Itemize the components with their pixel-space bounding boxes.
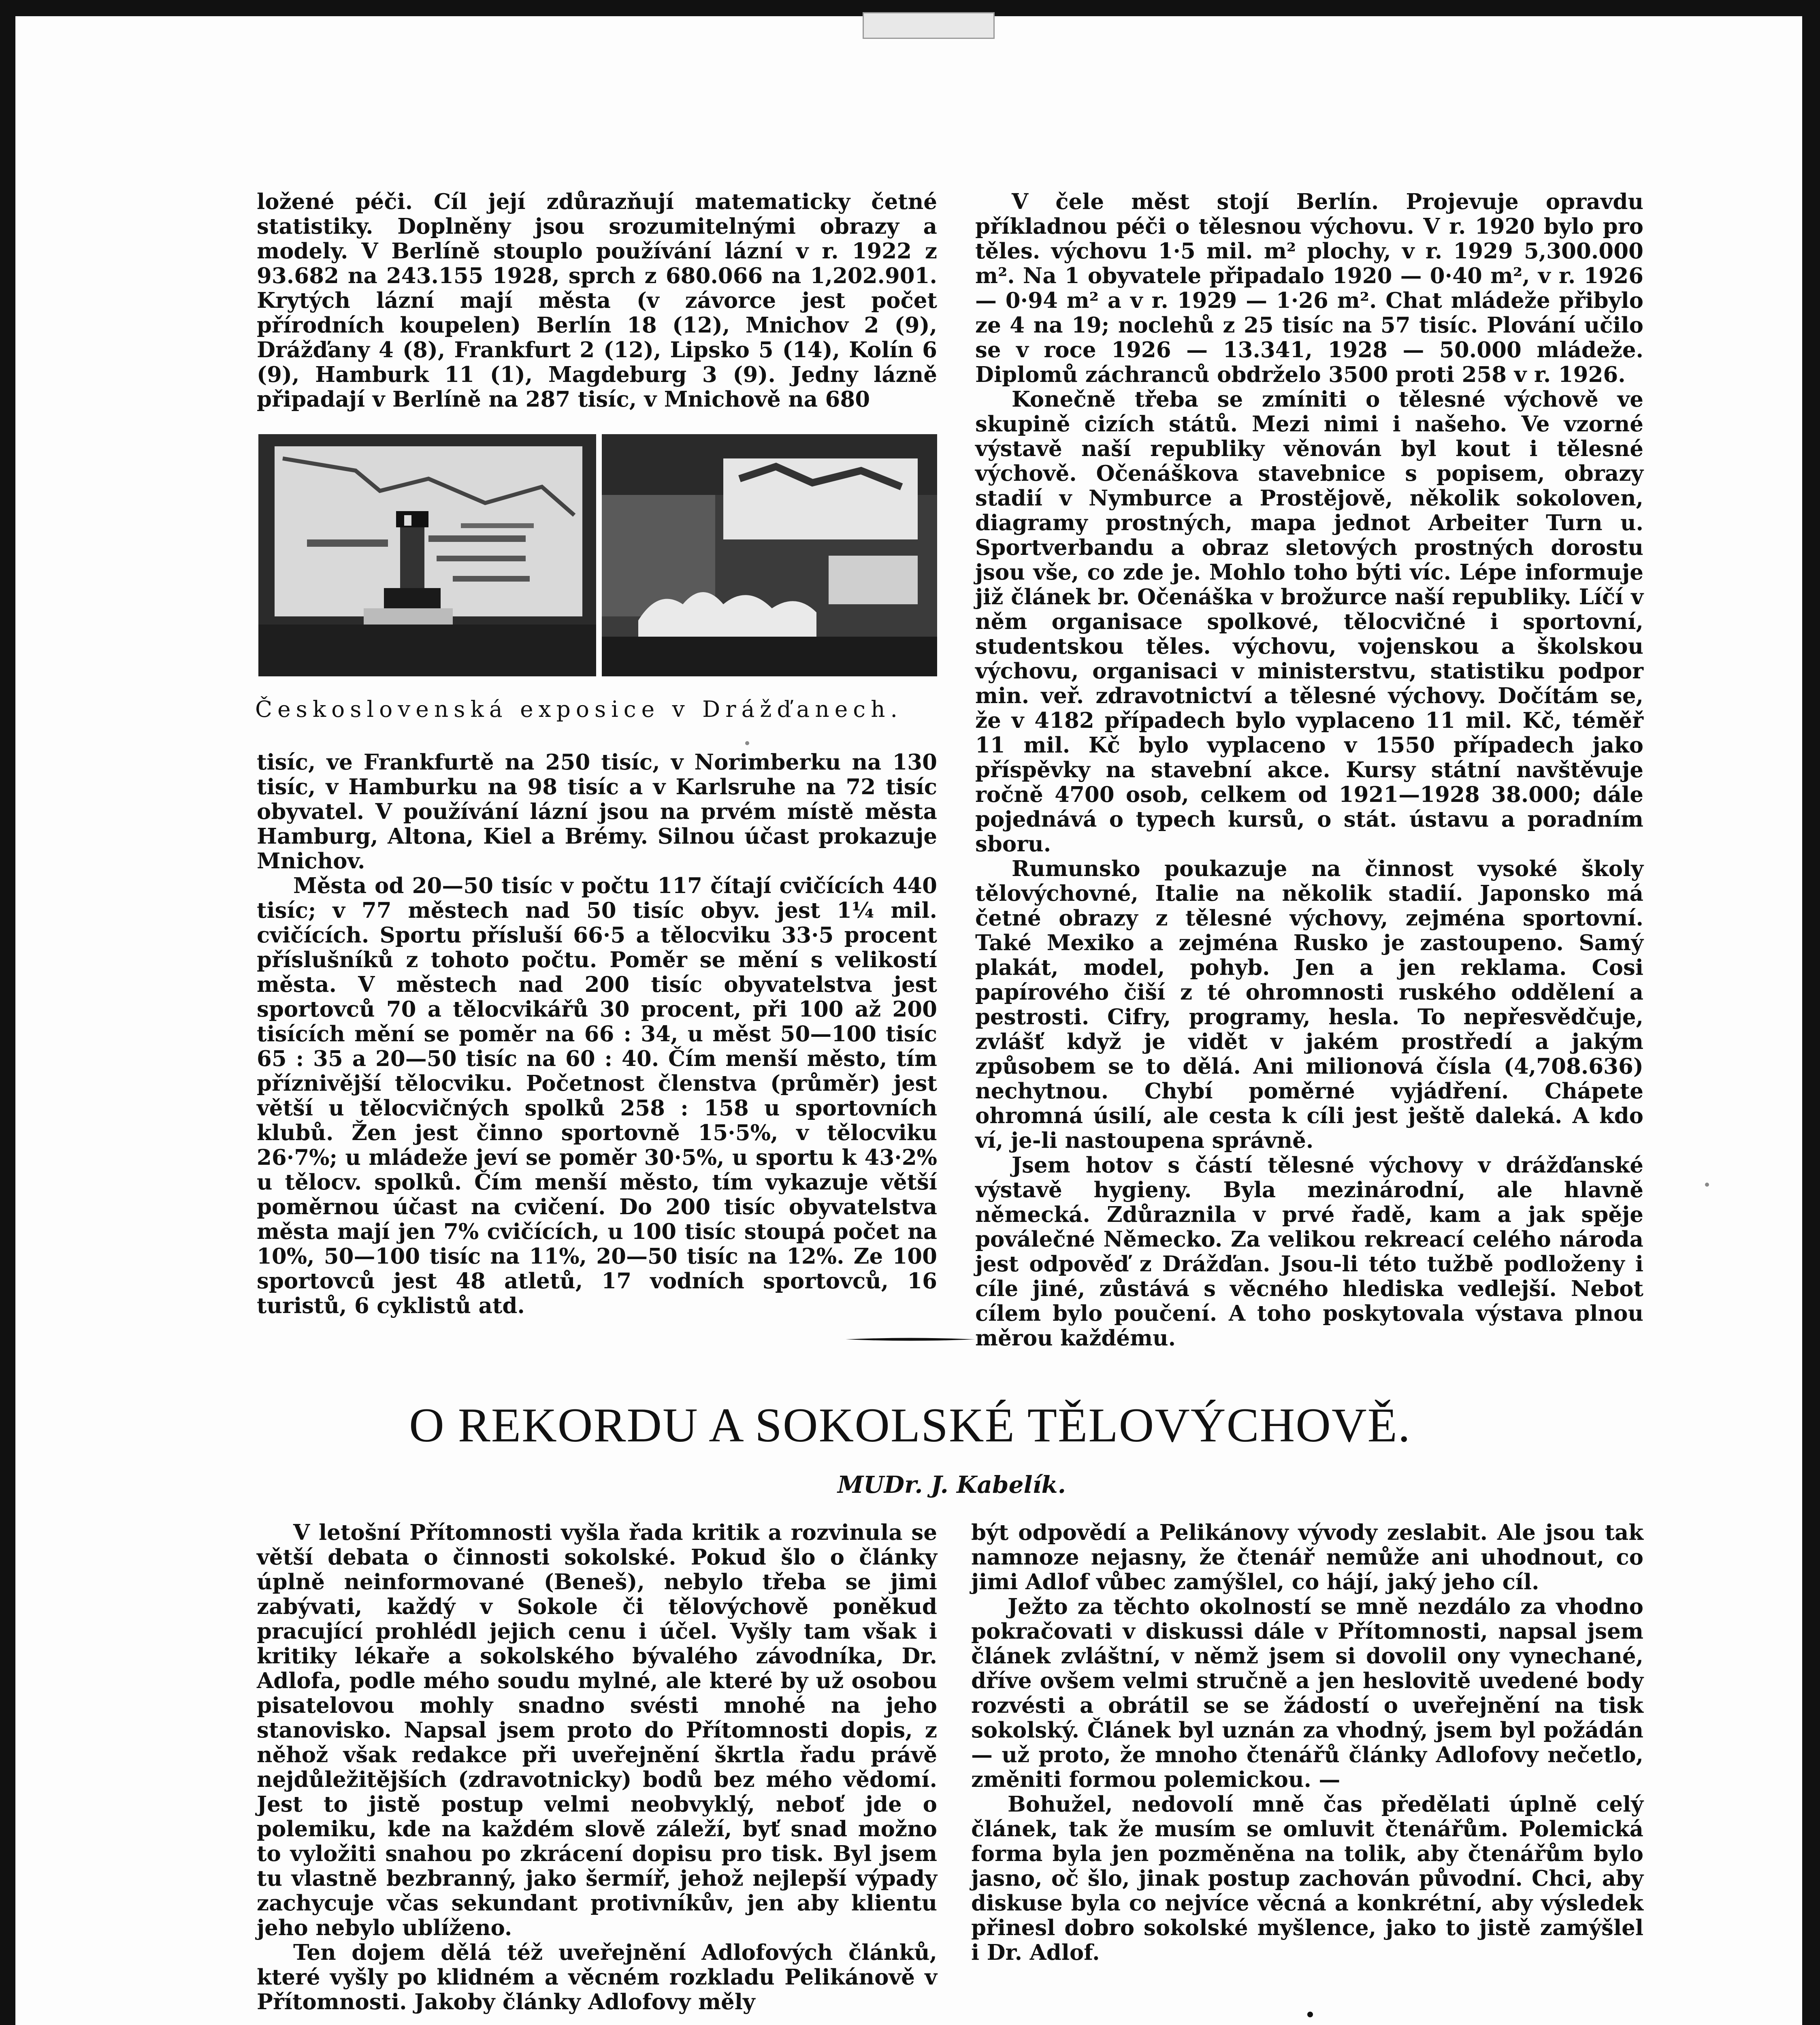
scan-border-right [1802, 0, 1820, 2025]
article-title: O REKORDU A SOKOLSKÉ TĚLOVÝCHOVĚ. [409, 1398, 1411, 1452]
scan-speck [1705, 1183, 1709, 1187]
paragraph: Bohužel, nedovolí mně čas předělati úplně celý článek, tak že musím se omluvit čtenářům. Polemická forma byla jen pozměněna na tolik, aby čtenářům bylo jasno, oč šlo, jinak postup zachován původní. Chci, aby diskuse byla co nejvíce věcná a konkrétní, aby výsledek přinesl dobro sokolské myšlence, jako to jistě zamýšlel i Dr. Adlof. [971, 1792, 1643, 1965]
paragraph: být odpovědí a Pelikánovy vývody zeslabit. Ale jsou tak namnoze nejasny, že čtenář nemůže ani uhodnout, co jimi Adlof vůbec zamýšlel, co hájí, jaký jeho cíl. [971, 1520, 1643, 1594]
scan-clip [863, 12, 995, 39]
paragraph: ložené péči. Cíl její zdůrazňují matematicky četné statistiky. Doplněny jsou srozumitelnými obrazy a modely. V Berlíně stouplo používání lázní v r. 1922 z 93.682 na 243.155 1928, sprch z 680.066 na 1,202.901. Krytých lázní mají města (v závorce jest počet přírodních koupelen) Berlín 18 (12), Mnichov 2 (9), Drážďany 4 (8), Frankfurt 2 (12), Lipsko 5 (14), Kolín 6 (9), Hamburk 11 (1), Magdeburg 3 (9). Jedny lázně připadají v Berlíně na 287 tisíc, v Mnichově na 680 [257, 189, 937, 412]
article1-column2 [975, 190, 1643, 1351]
paragraph: V čele měst stojí Berlín. Projevuje opravdu příkladnou péči o tělesnou výchovu. V r. 1920 bylo pro těles. výchovu 1·5 mil. m² plochy, v r. 1929 5,300.000 m². Na 1 obyvatele připadalo 1920 — 0·40 m², v r. 1926 — 0·94 m² a v r. 1929 — 1·26 m². Chat mládeže přibylo ze 4 na 19; noclehů z 25 tisíc na 57 tisíc. Plování učilo se v roce 1926 — 13.341, 1928 — 50.000 mládeže. Diplomů záchranců obdrželo 3500 proti 258 v r. 1926. [975, 189, 1643, 387]
paragraph: Jsem hotov s částí tělesné výchovy v drážďanské výstavě hygieny. Byla mezinárodní, ale hlavně německá. Zdůraznila v prvé řadě, kam a jak spěje poválečné Německo. Za velikou rekreací celého národa jest odpověď z Drážďan. Jsou-li této tužbě podloženy i cíle jiné, zůstává s věcného hlediska vedlejší. Nebot cílem bylo poučení. A toho poskytovala výstava plnou měrou každému. [975, 1153, 1643, 1351]
exhibition-photo-right [602, 434, 937, 676]
section-divider [846, 1336, 975, 1342]
photo-caption: Československá exposice v Drážďanech. [255, 696, 903, 722]
article2-column2 [971, 1520, 1643, 1965]
article-author: MUDr. J. Kabelík. [838, 1471, 1066, 1498]
article1-column1-bottom [257, 750, 937, 1318]
paragraph: Rumunsko poukazuje na činnost vysoké školy tělovýchovné, Italie na několik stadií. Japonsko má četné obrazy z tělesné výchovy, zejména sportovní. Také Mexiko a zejména Rusko je zastoupeno. Samý plakát, model, pohyb. Jen a jen reklama. Cosi papírového čiší z té ohromnosti ruského oddělení a pestrosti. Cifry, programy, hesla. To nepřesvědčuje, zvlášť když je vidět v jakém prostředí a jakým způsobem se to dělá. Ani milionová čísla (4,708.636) nechytnou. Chybí poměrné vyjádření. Chápete ohromná úsilí, ale cesta k cíli jest ještě daleká. A kdo ví, je-li nastoupena správně. [975, 856, 1643, 1153]
scan-speck [745, 741, 749, 745]
paragraph: V letošní Přítomnosti vyšla řada kritik a rozvinula se větší debata o činnosti sokolské. Pokud šlo o články úplně neinformované (Beneš), nebylo třeba se jimi zabývati, každý v Sokole či tělovýchově poněkud pracující prohlédl jejich cenu i účel. Vyšly tam však i kritiky lékaře a sokolského bývalého závodníka, Dr. Adlofa, podle mého soudu mylné, ale které by už osobou pisatelovou mohly snadno svésti mnohé na jeho stanovisko. Napsal jsem proto do Přítomnosti dopis, z něhož však redakce při uveřejnění škrtla řadu právě nejdůležitějších (zdravotnicky) bodů bez mého vědomí. Jest to jistě postup velmi neobvyklý, neboť jde o polemiku, kde na každém slově záleží, byť snad možno to vyložiti snahou po zkrácení dopisu pro tisk. Byl jsem tu vlastně bezbranný, jako šermíř, jehož nejlepší výpady zachycuje včas sekundant protivníkův, jen aby klientu jeho nebylo ublíženo. [257, 1520, 937, 1940]
paragraph: Města od 20—50 tisíc v počtu 117 čítají cvičících 440 tisíc; v 77 městech nad 50 tisíc obyv. jest 1¼ mil. cvičících. Sportu přísluší 66·5 a tělocviku 33·5 procent příslušníků z tohoto počtu. Poměr se mění s velikostí města. V městech nad 200 tisíc obyvatelstva jest sportovců 70 a tělocvikářů 30 procent, při 100 až 200 tisících mění se poměr na 66 : 34, u měst 50—100 tisíc 65 : 35 a 20—50 tisíc na 60 : 40. Čím menší město, tím příznivější tělocviku. Početnost členstva (průměr) jest větší u tělocvičných spolků 258 : 158 u sportovních klubů. Žen jest činno sportovně 15·5%, v tělocviku 26·7%; u mládeže jeví se poměr 30·5%, u sportu k 43·2% u tělocv. spolků. Čím menší město, tím vykazuje větší poměrnou účast na cvičení. Do 200 tisíc obyvatelstva města mají jen 7% cvičících, u 100 tisíc stoupá počet na 10%, 50—100 tisíc na 11%, 20—50 tisíc na 12%. Ze 100 sportovců jest 48 atletů, 17 vodních sportovců, 16 turistů, 6 cyklistů atd. [257, 873, 937, 1318]
end-mark [1307, 2012, 1313, 2017]
exhibition-photo-left [258, 434, 596, 676]
scan-border-left [0, 0, 15, 2025]
paragraph: tisíc, ve Frankfurtě na 250 tisíc, v Norimberku na 130 tisíc, v Hamburku na 98 tisíc a v Karlsruhe na 72 tisíc obyvatel. V používání lázní jsou na prvém místě města Hamburg, Altona, Kiel a Brémy. Silnou účast prokazuje Mnichov. [257, 750, 937, 874]
article2-column1 [257, 1520, 937, 2014]
paragraph: Konečně třeba se zmíniti o tělesné výchově ve skupině cizích států. Mezi nimi i našeho. Ve vzorné výstavě naší republiky věnován byl kout i tělesné výchově. Očenáškova stavebnice s popisem, obrazy stadií v Nymburce a Prostějově, několik sokoloven, diagramy prostných, mapa jednot Arbeiter Turn u. Sportverbandu a obraz sletových prostných dorostu jsou vše, co zde je. Mohlo toho býti víc. Lépe informuje již článek br. Očenáška v brožurce naší republiky. Líčí v něm organisace spolkové, tělocvičné i sportovní, studentskou těles. výchovu, vojenskou a školskou výchovu, organisaci v ministerstvu, statistiku podpor min. veř. zdravotnictví a tělesné výchovy. Dočítám se, že v 4182 případech bylo vyplaceno 11 mil. Kč, téměř 11 mil. Kč bylo vyplaceno v 1550 případech jako příspěvky na stavební akce. Kursy státní navštěvuje ročně 4700 osob, celkem od 1921—1928 38.000; dále pojednává o typech kursů, o stát. ústavu a poradním sboru. [975, 387, 1643, 857]
paragraph: Ten dojem dělá též uveřejnění Adlofových článků, které vyšly po klidném a věcném rozkladu Pelikánově v Přítomnosti. Jakoby články Adlofovy měly [257, 1940, 937, 2014]
paragraph: Ježto za těchto okolností se mně nezdálo za vhodno pokračovati v diskussi dále v Přítomnosti, napsal jsem článek zvláštní, v němž jsem si dovolil ony vynechané, dříve ovšem velmi stručně a jen heslovitě uvedené body rozvésti a obrátil se se žádostí o uveřejnění na tisk sokolský. Článek byl uznán za vhodný, jsem byl požádán — už proto, že mnoho čtenářů články Adlofovy nečetlo, změniti formou polemickou. — [971, 1594, 1643, 1792]
article1-column1-top [257, 190, 937, 412]
